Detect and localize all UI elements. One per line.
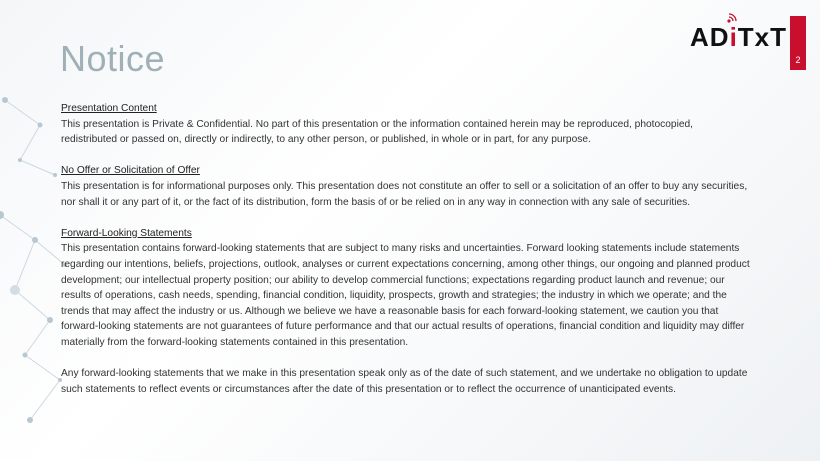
company-logo [690, 22, 787, 53]
section-body: This presentation is Private & Confidential. No part of this presentation or the information contained herein may be reproduced, photocopied, redistributed or passed on, directly or indirectly, to any other person, or published, in whole or in part, for any purpose. [61, 118, 693, 146]
notice-content [61, 101, 751, 413]
logo-text-b: TxT [737, 22, 788, 52]
section-heading: Forward-Looking Statements [61, 227, 192, 239]
section-presentation-content [61, 101, 751, 148]
section-forward-looking [61, 226, 751, 351]
logo-text-a: AD [690, 22, 730, 52]
section-heading: Presentation Content [61, 103, 157, 114]
page-number: 2 [795, 55, 801, 65]
section-no-offer [61, 163, 751, 210]
page-title: Notice [60, 38, 166, 79]
section-closing-paragraph [61, 366, 751, 397]
logo-text-i: i [729, 22, 738, 52]
section-body: This presentation contains forward-looking statements that are subject to many risks and uncertainties. Forward looking statements include statements regarding our intentions, beliefs, projections, outlook, analyses or current expectations concerning, among other things, our ongoing and planned product development; our intellectual property position; our ability to develop commercial functions; expectations regarding product launch and revenue; our results of operations, cash needs, spending, financial condition, liquidity, prospects, growth and strategies; the industry in which we operate; and the trends that may affect the industry or us. Although we believe we have a reasonable basis for each forward-looking statement, we caution you that forward-looking statements are not guarantees of future performance and that our actual results of operations, financial condition and liquidity may differ materially from the forward-looking statements contained in this presentation. [61, 243, 750, 348]
section-heading: No Offer or Solicitation of Offer [61, 165, 200, 177]
section-body: This presentation is for informational purposes only. This presentation does not constitute an offer to sell or a solicitation of an offer to buy any securities, nor shall it or any part of it, or the fact of its distribution, form the basis of or be relied on in any way in connection with any sale of securities. [61, 180, 748, 208]
section-body: Any forward-looking statements that we make in this presentation speak only as of the date of such statement, and we undertake no obligation to update such statements to reflect events or circumstances after the date of this presentation or to reflect the occurrence of unanticipated events. [61, 368, 748, 395]
